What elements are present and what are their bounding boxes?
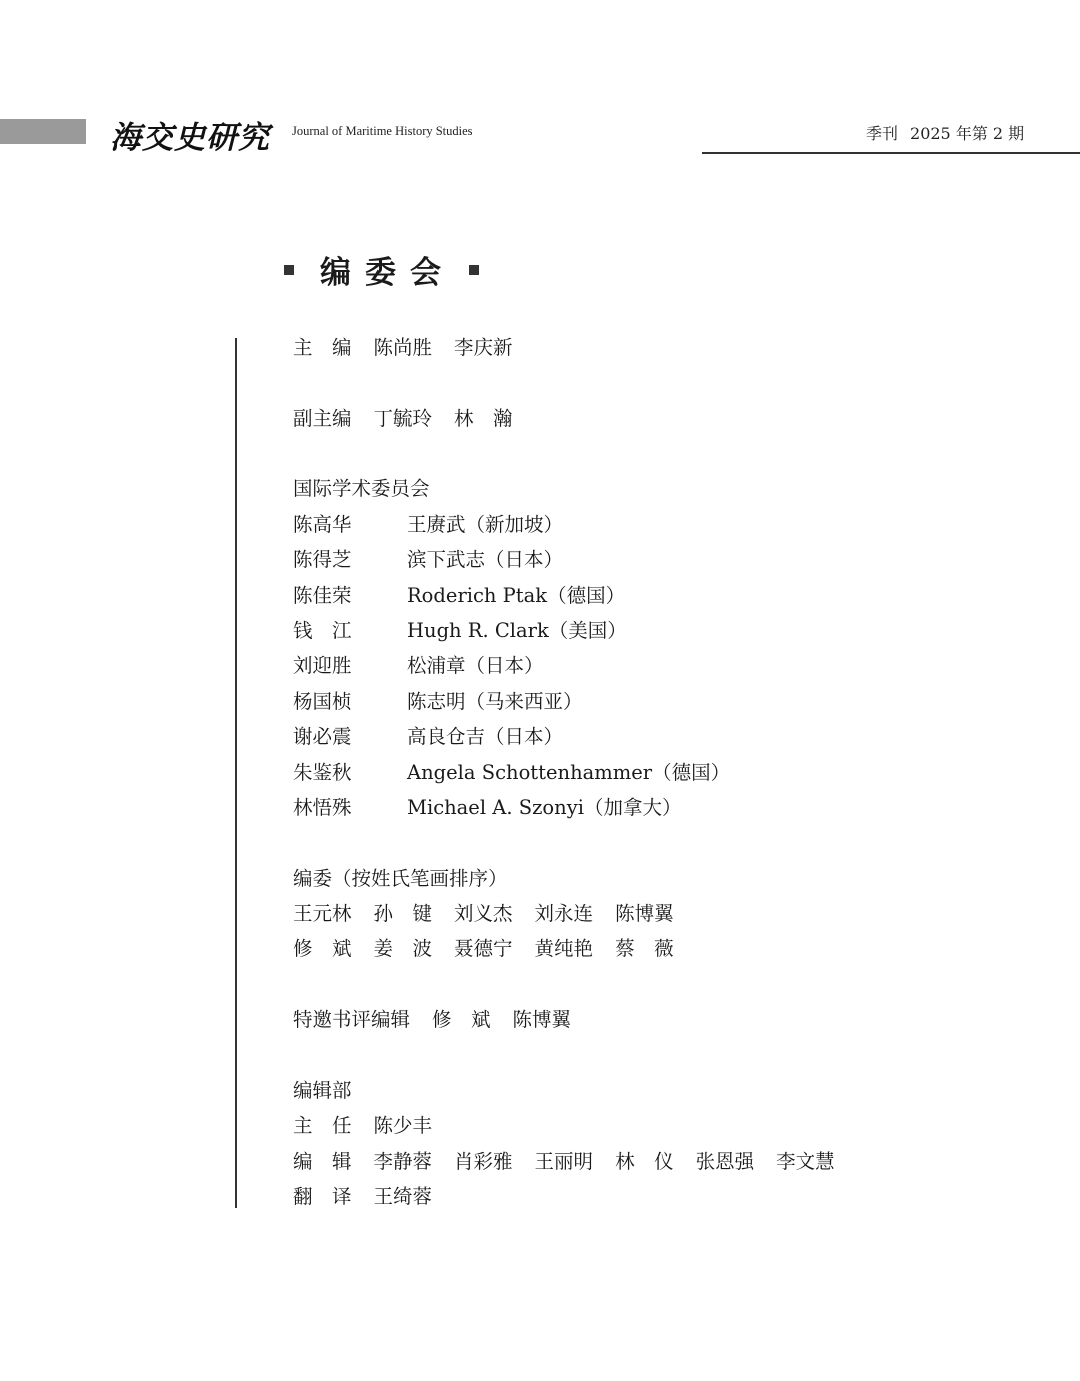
square-bullet-icon	[284, 265, 294, 275]
intl-committee-row	[293, 578, 626, 614]
editor-name: 李静蓉	[373, 1150, 433, 1173]
book-review-label: 特邀书评编辑	[293, 1008, 411, 1031]
book-review-name: 修 斌	[432, 1008, 491, 1031]
board-member: 黄纯艳	[534, 937, 594, 960]
journal-english-title: Journal of Maritime History Studies	[292, 124, 473, 138]
member-domestic: 陈得芝	[293, 548, 352, 571]
director-label: 主 任	[293, 1114, 352, 1137]
editorial-board-row	[293, 931, 674, 967]
board-member: 刘永连	[534, 902, 594, 925]
chief-editor-name: 李庆新	[454, 336, 513, 359]
side-vertical-rule	[235, 338, 237, 1208]
chief-editor-row	[293, 330, 513, 366]
member-international: 滨下武志（日本）	[407, 548, 564, 571]
intl-committee-row	[293, 542, 564, 578]
member-domestic: 陈佳荣	[293, 584, 352, 607]
editor-name: 肖彩雅	[454, 1150, 513, 1173]
board-member: 王元林	[293, 902, 352, 925]
translator-label: 翻 译	[293, 1185, 352, 1208]
editors-label: 编 辑	[293, 1150, 352, 1173]
deputy-editor-name: 林 瀚	[454, 407, 513, 430]
editor-name: 林 仪	[615, 1150, 674, 1173]
board-member: 蔡 薇	[615, 937, 674, 960]
intl-committee-row	[293, 507, 564, 543]
intl-committee-row	[293, 613, 627, 649]
member-international: Michael A. Szonyi（加拿大）	[407, 796, 682, 819]
deputy-editor-row	[293, 401, 513, 437]
board-member: 修 斌	[293, 937, 352, 960]
editor-name: 张恩强	[695, 1150, 755, 1173]
member-domestic: 刘迎胜	[293, 654, 352, 677]
member-international: 松浦章（日本）	[407, 654, 544, 677]
member-domestic: 钱 江	[293, 619, 352, 642]
intl-committee-row	[293, 719, 564, 755]
member-international: 陈志明（马来西亚）	[407, 690, 583, 713]
chief-editor-name: 陈尚胜	[373, 336, 433, 359]
issue-info	[866, 121, 1036, 144]
editors-row	[293, 1144, 835, 1180]
chief-editor-label: 主 编	[293, 336, 352, 359]
page-title-text: 编委会	[320, 255, 455, 291]
member-domestic: 林悟殊	[293, 796, 352, 819]
issue-type: 季刊	[866, 124, 899, 143]
header-rule	[702, 152, 1080, 154]
member-international: Hugh R. Clark（美国）	[407, 619, 627, 642]
editor-name: 李文慧	[776, 1150, 835, 1173]
member-international: 高良仓吉（日本）	[407, 725, 564, 748]
director-row	[293, 1108, 432, 1144]
journal-logo: 海交史研究	[110, 120, 270, 156]
editorial-board-heading: 编委（按姓氏笔画排序）	[293, 867, 508, 890]
square-bullet-icon	[469, 265, 479, 275]
board-member: 陈博翼	[615, 902, 674, 925]
board-member: 聂德宁	[454, 937, 513, 960]
deputy-editor-label: 副主编	[293, 407, 352, 430]
header-gray-bar	[0, 119, 86, 144]
member-international: Angela Schottenhammer（德国）	[407, 761, 731, 784]
intl-committee-heading: 国际学术委员会	[293, 477, 430, 500]
member-international: 王赓武（新加坡）	[407, 513, 564, 536]
intl-committee-row	[293, 790, 682, 826]
intl-committee-row	[293, 648, 544, 684]
member-domestic: 杨国桢	[293, 690, 352, 713]
board-member: 刘义杰	[454, 902, 513, 925]
translator-row	[293, 1179, 432, 1215]
editorial-dept-heading: 编辑部	[293, 1079, 352, 1102]
board-member: 姜 波	[373, 937, 433, 960]
member-domestic: 谢必震	[293, 725, 352, 748]
page-title	[284, 247, 479, 292]
board-member: 孙 键	[373, 902, 433, 925]
issue-number: 2025 年第 2 期	[910, 124, 1025, 143]
director-name: 陈少丰	[373, 1114, 433, 1137]
editor-name: 王丽明	[534, 1150, 594, 1173]
book-review-name: 陈博翼	[512, 1008, 572, 1031]
intl-committee-row	[293, 755, 731, 791]
member-domestic: 陈高华	[293, 513, 352, 536]
deputy-editor-name: 丁毓玲	[373, 407, 433, 430]
member-international: Roderich Ptak（德国）	[407, 584, 626, 607]
member-domestic: 朱鉴秋	[293, 761, 352, 784]
translator-name: 王绮蓉	[373, 1185, 433, 1208]
editorial-board-row	[293, 896, 674, 932]
intl-committee-row	[293, 684, 583, 720]
book-review-editor-row	[293, 1002, 571, 1038]
